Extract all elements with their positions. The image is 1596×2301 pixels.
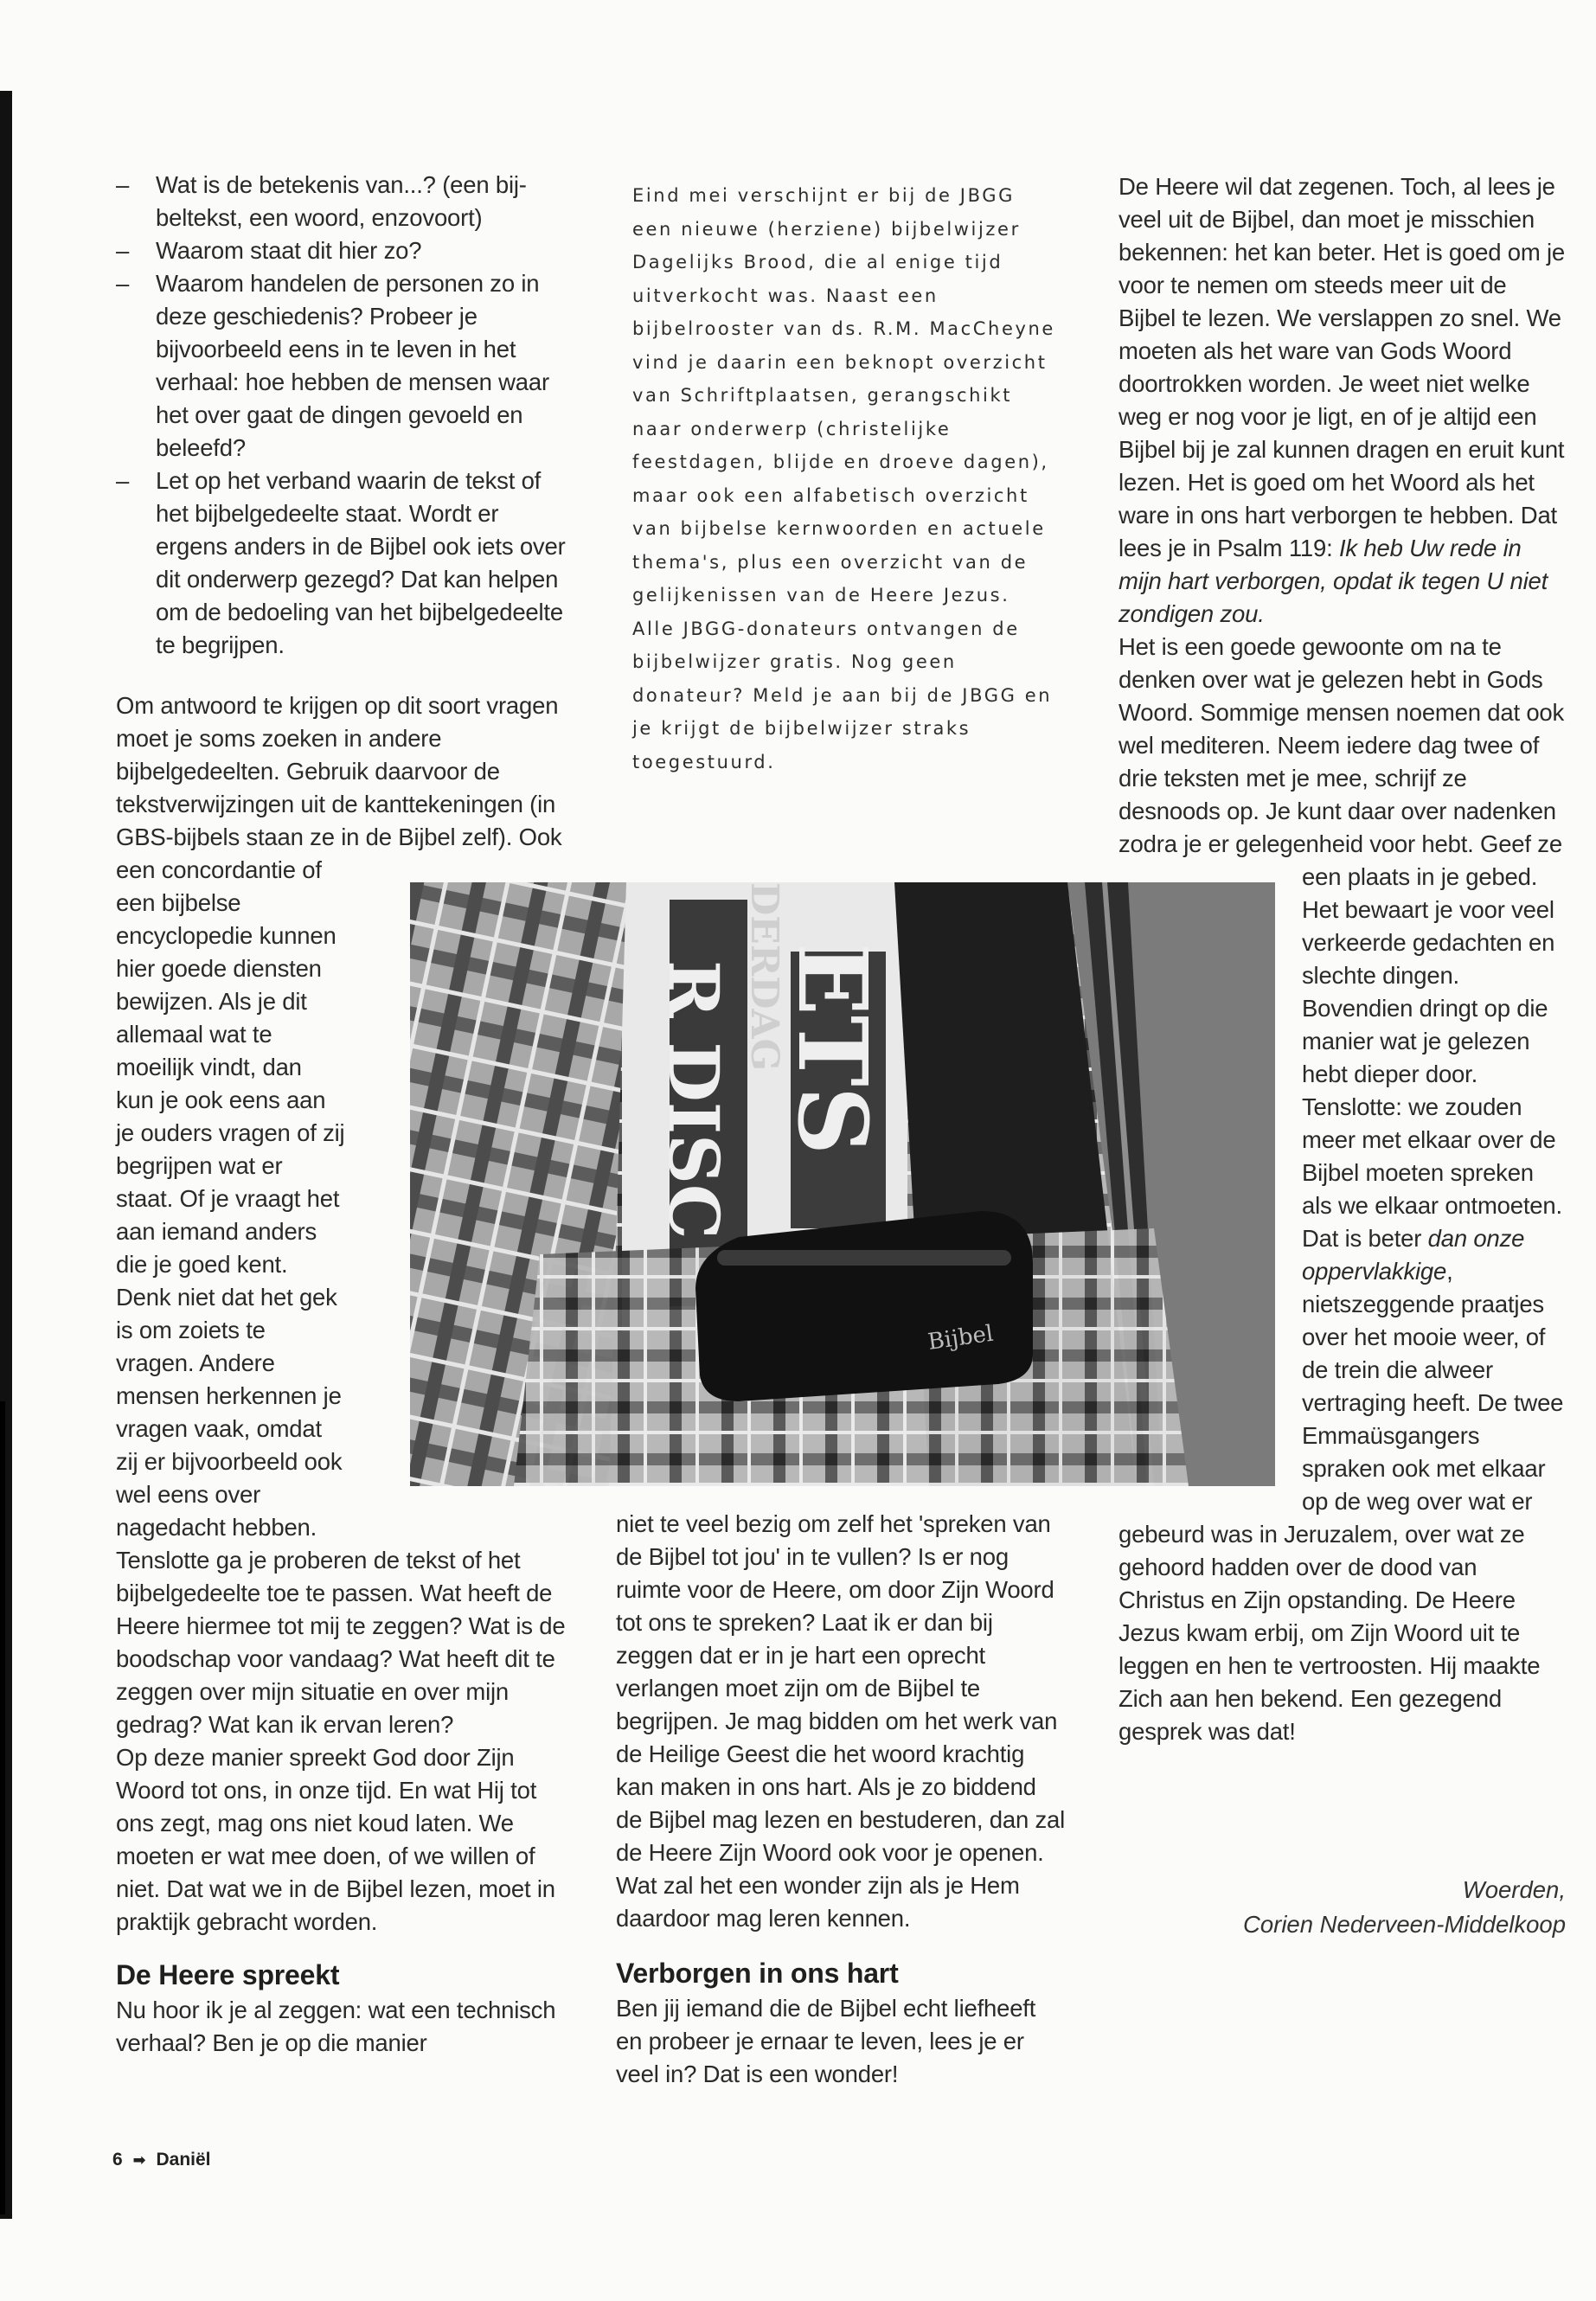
list-item: – Wat is de betekenis van...? (een bij-beltekst, een woord, enzovoort) xyxy=(116,169,566,234)
body-text-italic: dan onze oppervlakkige xyxy=(1302,1225,1525,1285)
body-text: Tenslotte: we zouden meer met elkaar over de Bijbel moeten spreken als we elkaar ontmoeten. Dat is beter xyxy=(1302,1093,1562,1252)
body-paragraph: Nu hoor ik je al zeggen: wat een technisch verhaal? Ben je op die manier xyxy=(116,1997,556,2056)
body-paragraph: Op deze manier spreekt God door Zijn Woord tot ons, in onze tijd. En wat Hij tot ons zegt, mag ons niet koud laten. We moeten er wat mee doen, of we willen of niet. Dat wat we in de Bijbel lezen, moet in praktijk gebracht worden. xyxy=(116,1744,555,1935)
right-column-body xyxy=(1118,170,1568,1748)
list-item: – Waarom handelen de personen zo in deze geschiedenis? Probeer je bijvoorbeeld eens in te leven in het verhaal: hoe hebben de mensen waar het over gaat de dingen gevoeld en beleefd? xyxy=(116,267,566,465)
psalm-quote: Ik heb Uw rede in mijn hart verborgen, opdat ik tegen U niet zondigen zou. xyxy=(1118,535,1548,627)
body-text: , nietszeggende praatjes over het mooie weer, of de trein die alweer vertraging heeft. De twee Emmaüsgangers spraken ook met elkaar op de weg over wat er gebeurd was in Jeruzalem, over wat ze gehoord hadden over de dood van Christus en Zijn opstanding. De Heere Jezus kwam erbij, om Zijn Woord uit te leggen en hen te vertroosten. Hij maakte Zich aan hen bekend. Een gezegend gesprek was dat! xyxy=(1118,1258,1564,1745)
newspaper-text: ETS xyxy=(777,943,888,1156)
body-paragraph: Het is een goede gewoonte om na te denken over wat je gelezen hebt in Gods Woord. Sommige mensen noemen dat ook wel mediteren. Neem iedere dag twee of drie teksten met je mee, schrijf ze desnoods op. Je kunt daar over nadenken zodra je er gelegenheid voor hebt. Geef ze een plaats in je gebed. Het bewaart je voor veel verkeerde gedachten en slechte dingen. Bovendien dringt op die manier wat je gelezen hebt dieper door. xyxy=(1118,633,1565,1087)
magazine-name: Daniël xyxy=(156,2150,211,2170)
signature-place: Woerden, xyxy=(1462,1876,1566,1903)
body-paragraph: niet te veel bezig om zelf het 'spreken van de Bijbel tot jou' in te vullen? Is er nog ruimte voor de Heere, om door Zijn Woord tot ons te spreken? Laat ik er dan bij zeggen dat er in je hart een oprecht verlangen moet zijn om de Bijbel te begrijpen. Je mag bidden om het werk van de Heilige Geest die het woord krachtig kan maken in ons hart. Als je zo biddend de Bijbel mag lezen en bestuderen, dan zal de Heere Zijn Woord ook voor je openen. Wat zal het een wonder zijn als je Hem daardoor mag leren kennen. xyxy=(616,1510,1066,1932)
section-heading: De Heere spreekt xyxy=(116,1959,340,1990)
notice-paragraph: Alle JBGG-donateurs ontvangen de bijbelwijzer gratis. Nog geen donateur? Meld je aan bij de JBGG en je krijgt de bijbelwijzer straks toegestuurd. xyxy=(632,618,1053,772)
body-paragraph: Tenslotte ga je proberen de tekst of het bijbelgedeelte toe te passen. Wat heeft de Heere hiermee tot mij te zeggen? Wat is de boodschap voor vandaag? Wat heeft dit te zeggen over mijn situatie en over mijn gedrag? Wat kan ik ervan leren? xyxy=(116,1547,566,1738)
body-paragraph: Ben jij iemand die de Bijbel echt liefheeft en probeer je ernaar te leven, lees je er veel in? Dat is een wonder! xyxy=(616,1995,1036,2087)
question-list xyxy=(116,169,566,662)
left-column-top xyxy=(116,169,566,695)
author-signature xyxy=(1081,1873,1566,1942)
newspaper-text: DERDAG xyxy=(742,882,786,1072)
scan-edge-lower xyxy=(0,1401,5,2214)
bijbelwijzer-notice xyxy=(632,179,1056,779)
notice-paragraph: Eind mei verschijnt er bij de JBGG een nieuwe (herziene) bijbelwijzer Dagelijks Brood, die al enige tijd uitverkocht was. Naast een bijbelrooster van ds. R.M. MacCheyne vind je daarin een beknopt overzicht van Schriftplaatsen, gerangschikt naar onderwerp (christelijke feestdagen, blijde en droeve dagen), maar ook een alfabetisch overzicht van bijbelse kernwoorden en actuele thema's, plus een overzicht van de gelijkenissen van de Heere Jezus. xyxy=(632,185,1055,606)
body-paragraph: Om antwoord te krijgen op dit soort vragen moet je soms zoeken in andere bijbelgedeelten. Gebruik daarvoor de tekstverwijzingen uit de kanttekeningen (in GBS-bijbels staan ze in de Bijbel zelf). Ook een concordantie of een bijbelse encyclopedie kunnen hier goede diensten bewijzen. Als je dit allemaal wat te moeilijk vindt, dan kun je ook eens aan je ouders vragen of zij begrijpen wat er staat. Of je vraagt het aan iemand anders die je goed kent. Denk niet dat het gek is om zoiets te vragen. Andere mensen herkennen je vragen vaak, omdat zij er bijvoorbeeld ook wel eens over nagedacht hebben. xyxy=(116,692,562,1541)
wallet-label: Bijbel xyxy=(926,1320,996,1356)
list-item: – Waarom staat dit hier zo? xyxy=(116,234,566,267)
signature-name: Corien Nederveen-Middelkoop xyxy=(1243,1911,1566,1938)
page-number: 6 xyxy=(112,2150,123,2170)
body-paragraph xyxy=(1118,170,1568,631)
arrow-icon: ➡ xyxy=(132,2151,146,2169)
page-footer xyxy=(112,2150,211,2170)
section-heading: Verborgen in ons hart xyxy=(616,1958,899,1989)
middle-column-body xyxy=(616,1508,1066,2091)
list-item: – Let op het verband waarin de tekst of het bijbelgedeelte staat. Wordt er ergens anders in de Bijbel ook iets over dit onderwerp gezegd? Dat kan helpen om de bedoeling van het bijbelgedeelte te begrijpen. xyxy=(116,465,566,662)
body-text: De Heere wil dat zegenen. Toch, al lees je veel uit de Bijbel, dan moet je misschien bekennen: het kan beter. Het is goed om je voor te nemen om steeds meer uit de Bijbel te lezen. We verslappen zo snel. We moeten als het ware van Gods Woord doortrokken worden. Je weet niet welke weg er nog voor je ligt, en of je altijd een Bijbel bij je zal kunnen dragen en eruit kunt lezen. Het is goed om het Woord als het ware in ons hart verborgen te hebben. Dat lees je in Psalm 119: xyxy=(1118,173,1565,561)
newspaper-text: R DISC xyxy=(653,960,734,1240)
